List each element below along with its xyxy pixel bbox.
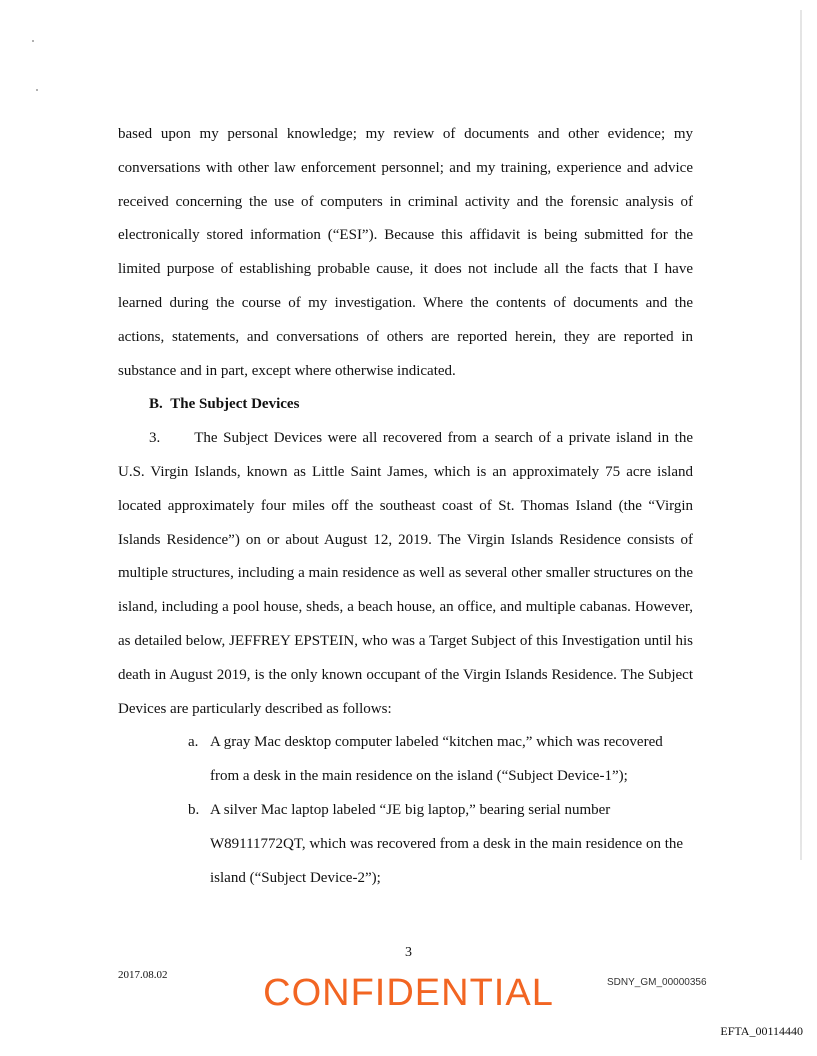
- list-marker: b.: [188, 801, 200, 818]
- scan-speck: [32, 40, 34, 42]
- page-number: 3: [405, 945, 412, 960]
- bates-number: SDNY_GM_00000356: [607, 977, 707, 988]
- list-marker: a.: [188, 734, 199, 751]
- document-body: [118, 118, 693, 895]
- paragraph-3: [118, 422, 693, 726]
- paragraph-3-text: The Subject Devices were all recovered from a search of a private island in the U.S. Virgin Islands, known as Little Saint James, which is an approximately 75 acre island located approximately four miles off the southeast coast of St. Thomas Island (the “Virgin Islands Residence”) on or about August 12, 2019. The Virgin Islands Residence consists of multiple structures, including a main residence as well as several other smaller structures on the island, including a pool house, sheds, a beach house, an office, and multiple cabanas. However, as detailed below, JEFFREY EPSTEIN, who was a Target Subject of this Investigation until his death in August 2019, is the only known occupant of the Virgin Islands Residence. The Subject Devices are particularly described as follows:: [118, 430, 693, 717]
- list-item-text: A gray Mac desktop computer labeled “kitchen mac,” which was recovered from a desk in the main residence on the island (“Subject Device-1”);: [210, 734, 663, 785]
- scan-edge: [800, 10, 802, 860]
- efta-number: EFTA_00114440: [720, 1024, 803, 1038]
- paragraph-number: 3.: [149, 430, 161, 447]
- date-code: 2017.08.02: [118, 969, 168, 981]
- confidential-stamp: CONFIDENTIAL: [263, 972, 554, 1014]
- section-heading: B. The Subject Devices: [149, 396, 300, 413]
- continued-paragraph: based upon my personal knowledge; my review of documents and other evidence; my conversations with other law enforcement personnel; and my training, experience and advice received concerning the use of computers in criminal activity and the forensic analysis of electronically stored information (“ESI”). Because this affidavit is being submitted for the limited purpose of establishing probable cause, it does not include all the facts that I have learned during the course of my investigation. Where the contents of documents and the actions, statements, and conversations of others are reported herein, they are reported in substance and in part, except where otherwise indicated.: [118, 126, 693, 379]
- list-item-text: A silver Mac laptop labeled “JE big laptop,” bearing serial number W89111772QT, which was recovered from a desk in the main residence on the island (“Subject Device-2”);: [210, 801, 684, 886]
- list-item: [118, 726, 693, 794]
- list-item: [118, 794, 693, 895]
- scan-speck: [36, 89, 38, 91]
